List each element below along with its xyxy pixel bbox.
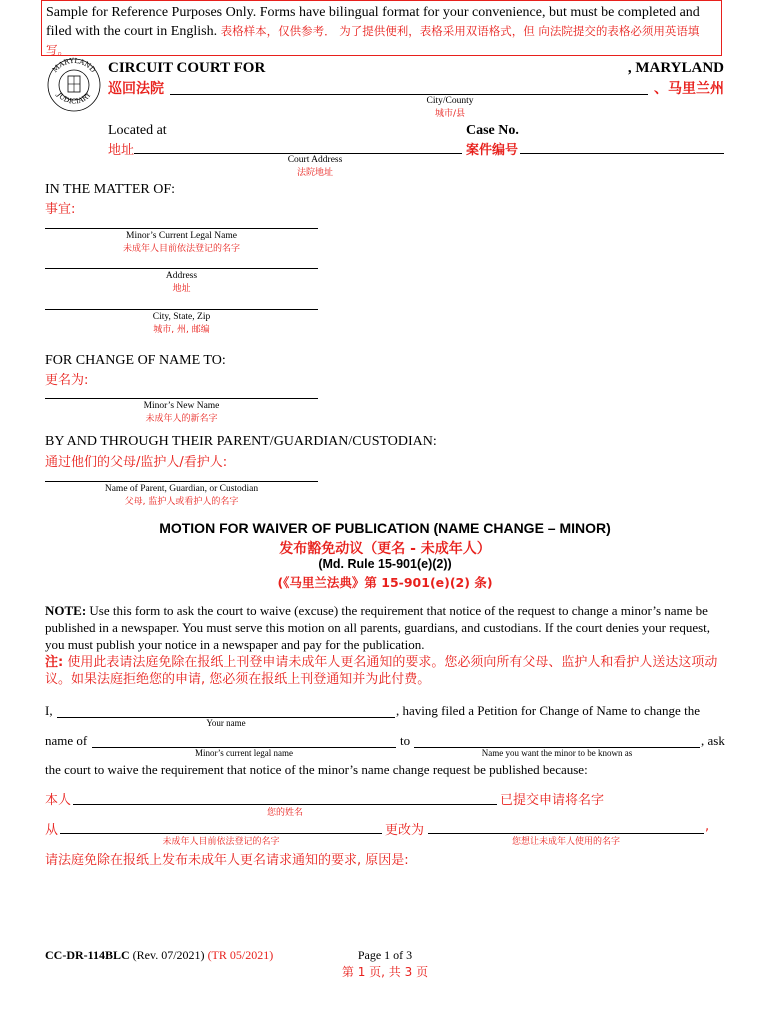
- statement-having-filed: , having filed a Petition for Change of Name to change the: [396, 703, 700, 718]
- form-title: MOTION FOR WAIVER OF PUBLICATION (NAME CHANGE – MINOR): [159, 520, 611, 536]
- statement-ask: , ask: [701, 733, 725, 748]
- statement-change-to-cn: 更改为: [385, 823, 425, 838]
- address-caption: Address 地址: [165, 271, 198, 294]
- parent-name-input[interactable]: [45, 481, 318, 482]
- city-state-zip-caption: City, State, Zip 城市, 州, 邮编: [152, 312, 211, 335]
- form-rule-cn: (《马里兰法典》第 15-901(e)(2) 条): [277, 575, 493, 590]
- statement-from-cn: 从: [45, 823, 59, 838]
- footer-page-cn: 第 1 页, 共 3 页: [341, 965, 429, 979]
- court-label: CIRCUIT COURT FOR: [108, 60, 266, 76]
- maryland-judiciary-seal-icon: [46, 57, 102, 113]
- matter-label: IN THE MATTER OF:: [45, 182, 176, 197]
- case-number-input[interactable]: [520, 153, 724, 154]
- matter-label-cn: 事宜:: [45, 202, 76, 217]
- form-rule: (Md. Rule 15-901(e)(2)): [318, 557, 452, 571]
- court-address-input[interactable]: [134, 153, 462, 154]
- located-at-label: Located at: [108, 123, 167, 138]
- change-label-cn: 更名为:: [45, 373, 89, 388]
- seal-bottom-text: JUDICIARY: [55, 90, 93, 106]
- notice-english: Sample for Reference Purposes Only. Forms have bilingual format for your convenience, but must be completed and filed with the court in English.: [46, 5, 700, 39]
- note-english: NOTE: Use this form to ask the court to waive (excuse) the requirement that notice of the request to change a minor’s name be published in a newspaper. You must serve this motion on all parents, guardians, and custodians. If the court denies your request, you must publish your notice in a newspaper and pay for the publication.: [45, 603, 711, 652]
- minor-known-name-caption-cn: 您想让未成年人使用的名字: [511, 837, 620, 847]
- case-no-label: Case No.: [466, 123, 519, 138]
- located-at-label-cn: 地址: [108, 143, 135, 158]
- minor-current-name-caption: Minor’s Current Legal Name 未成年人目前依法登记的名字: [122, 231, 240, 254]
- note-chinese: 注: 使用此表请法庭免除在报纸上刊登申请未成年人更名通知的要求。您必须向所有父母、监护人和看护人送达这项动议。如果法庭拒绝您的申请, 您必须在报纸上刊登通知并为此付费。: [45, 655, 718, 687]
- change-label: FOR CHANGE OF NAME TO:: [45, 353, 226, 368]
- court-label-cn: 巡回法院: [108, 81, 164, 97]
- city-county-input[interactable]: [170, 94, 648, 95]
- parent-label: BY AND THROUGH THEIR PARENT/GUARDIAN/CUSTODIAN:: [45, 434, 437, 449]
- statement-name-of: name of: [45, 733, 88, 748]
- statement-i: I,: [45, 703, 53, 718]
- statement-comma: ,: [705, 819, 710, 834]
- seal-top-text: MARYLAND: [50, 57, 98, 75]
- statement-waive: the court to waive the requirement that notice of the minor’s name change request be published because:: [45, 762, 588, 777]
- parent-name-caption: Name of Parent, Guardian, or Custodian 父母, 监护人或看护人的名字: [104, 484, 259, 507]
- minor-new-name-caption: Minor’s New Name 未成年人的新名字: [143, 401, 220, 424]
- statement-to: to: [400, 733, 411, 748]
- case-no-label-cn: 案件编号: [466, 143, 519, 158]
- minor-current-legal-name-caption: Minor’s current legal name: [194, 748, 294, 758]
- statement-filed-cn: 已提交申请将名字: [500, 793, 605, 808]
- address-input[interactable]: [45, 268, 318, 269]
- state-label: , MARYLAND: [627, 60, 724, 76]
- svg-text:MARYLAND: [51, 57, 97, 74]
- statement-waive-cn: 请法庭免除在报纸上发布未成年人更名请求通知的要求, 原因是:: [45, 853, 409, 868]
- your-name-caption-cn: 您的姓名: [266, 808, 303, 818]
- minor-current-name-input[interactable]: [45, 228, 318, 229]
- minor-current-name-caption-cn: 未成年人目前依法登记的名字: [162, 837, 280, 847]
- city-county-caption: City/County 城市/县: [426, 96, 474, 119]
- notice-chinese: 表格样本，仅供参考． 为了提供便利，表格采用双语格式，但 向法院提交的表格必须用英语填写。: [46, 24, 700, 57]
- court-address-caption: Court Address 法院地址: [287, 155, 343, 178]
- parent-label-cn: 通过他们的父母/监护人/看护人:: [45, 455, 228, 470]
- minor-known-name-caption: Name you want the minor to be known as: [481, 748, 633, 758]
- minor-new-name-input[interactable]: [45, 398, 318, 399]
- your-name-caption: Your name: [206, 718, 246, 728]
- svg-text:JUDICIARY: [55, 90, 93, 105]
- footer-form-id: CC-DR-114BLC (Rev. 07/2021) (TR 05/2021): [45, 948, 274, 962]
- reference-notice: [41, 0, 722, 56]
- form-title-cn: 发布豁免动议（更名 - 未成年人）: [279, 541, 491, 557]
- footer-page: Page 1 of 3: [357, 948, 413, 962]
- state-label-cn: 、马里兰州: [654, 81, 724, 97]
- statement-ben-ren: 本人: [45, 793, 72, 808]
- city-state-zip-input[interactable]: [45, 309, 318, 310]
